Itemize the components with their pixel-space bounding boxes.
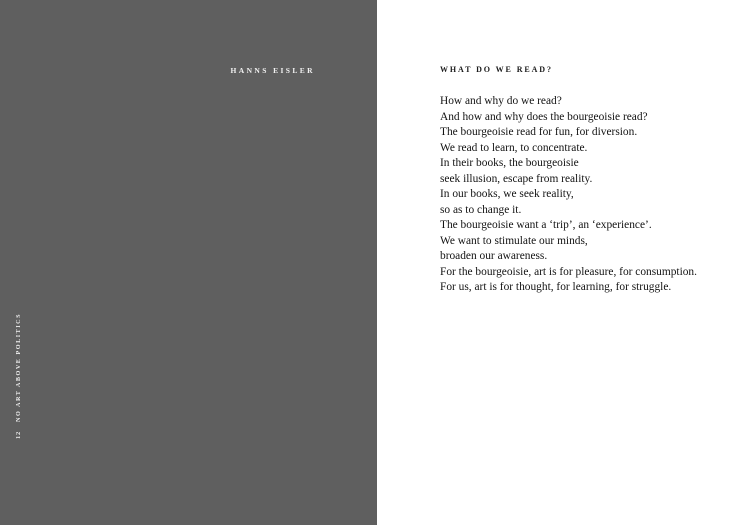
poem-line: In their books, the bourgeoisie	[440, 157, 579, 169]
right-page	[379, 0, 750, 525]
author-name: HANNS EISLER	[230, 66, 315, 75]
running-footer-label: NO ART ABOVE POLITICS	[15, 312, 22, 422]
running-footer	[15, 313, 22, 439]
page-number: 12	[15, 431, 22, 439]
poem-line: seek illusion, escape from reality.	[440, 172, 593, 185]
poem-line: How and why do we read?	[440, 95, 562, 107]
page-title: WHAT DO WE READ?	[440, 65, 553, 74]
poem-line: We want to stimulate our minds,	[440, 234, 588, 247]
poem-line: For the bourgeoisie, art is for pleasure, for consumption.	[440, 265, 697, 278]
poem-line: The bourgeoisie read for fun, for diversion.	[440, 126, 638, 138]
poem-line: The bourgeoisie want a ‘trip’, an ‘experience’.	[440, 219, 652, 231]
poem-line: In our books, we seek reality,	[440, 188, 574, 200]
poem-body	[440, 94, 740, 296]
poem-line: For us, art is for thought, for learning, for struggle.	[440, 281, 672, 293]
poem-line: broaden our awareness.	[440, 250, 548, 262]
poem-line: We read to learn, to concentrate.	[440, 141, 588, 154]
poem-line: And how and why does the bourgeoisie read?	[440, 110, 648, 123]
poem-line: so as to change it.	[440, 203, 522, 216]
